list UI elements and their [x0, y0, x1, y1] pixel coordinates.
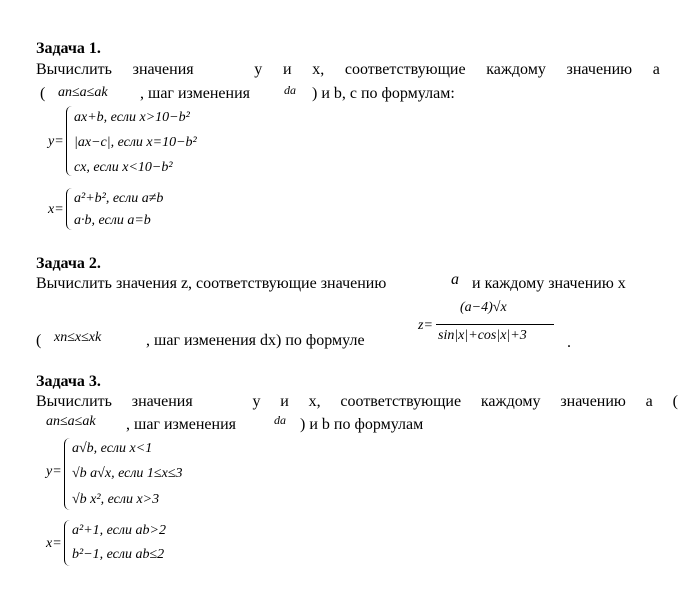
task2-open-paren: ( — [36, 332, 42, 349]
task1-x-lhs: x= — [48, 202, 64, 217]
task2-fraction-bar — [436, 324, 554, 325]
task1-step: , шаг изменения — [140, 85, 251, 102]
task3-range: an≤a≤ak — [46, 414, 96, 429]
task3-x-brace — [64, 520, 71, 566]
task2-title: Задача 2. — [36, 255, 101, 272]
task1-y-lhs: y= — [48, 134, 64, 149]
task1-da: da — [284, 83, 296, 97]
task2-tail: , шаг изменения dx) по формуле — [146, 332, 365, 349]
task3-step: , шаг изменения — [126, 416, 237, 433]
task3-x-case2: b²−1, если ab≤2 — [72, 547, 165, 562]
task2-line1: Вычислить значения z, соответствующие значению — [36, 275, 387, 292]
task3-x-lhs: x= — [46, 536, 62, 551]
task3-line1: Вычислить значения y и x, соответствующие каждому значению a ( — [36, 393, 678, 410]
task2-z-numerator: (a−4)√x — [460, 300, 507, 315]
task1-x-case1: a²+b², если a≠b — [74, 191, 164, 206]
task1-line1: Вычислить значения y и x, соответствующие каждому значению a — [36, 61, 660, 78]
task2-z-denominator: sin|x|+cos|x|+3 — [438, 328, 527, 343]
task3-y-lhs: y= — [46, 464, 62, 479]
task1-x-case2: a·b, если a=b — [74, 213, 151, 228]
task3-y-brace — [64, 438, 71, 510]
task1-range: an≤a≤ak — [58, 85, 108, 100]
task3-x-case1: a²+1, если ab>2 — [72, 523, 166, 538]
task3-da: da — [274, 413, 286, 427]
task2-a: a — [451, 271, 459, 288]
task1-y-case3: cx, если x<10−b² — [74, 160, 173, 175]
task3-y-case2: √b a√x, если 1≤x≤3 — [72, 466, 183, 481]
task1-y-case2: |ax−c|, если x=10−b² — [74, 135, 197, 150]
task2-range: xn≤x≤xk — [54, 330, 102, 345]
task2-dot: . — [567, 334, 571, 351]
task1-title: Задача 1. — [36, 40, 101, 57]
task1-y-case1: ax+b, если x>10−b² — [74, 110, 190, 125]
task1-x-brace — [66, 188, 73, 230]
task3-y-case1: a√b, если x<1 — [72, 441, 153, 456]
task1-tail: ) и b, с по формулам: — [312, 85, 455, 102]
task2-z-lhs: z= — [418, 318, 433, 333]
task1-y-brace — [66, 106, 73, 176]
task3-title: Задача 3. — [36, 373, 101, 390]
task3-y-case3: √b x², если x>3 — [72, 492, 160, 507]
task1-open-paren: ( — [40, 85, 46, 102]
task3-tail: ) и b по формулам — [300, 416, 424, 433]
task2-line1-tail: и каждому значению x — [472, 275, 626, 292]
